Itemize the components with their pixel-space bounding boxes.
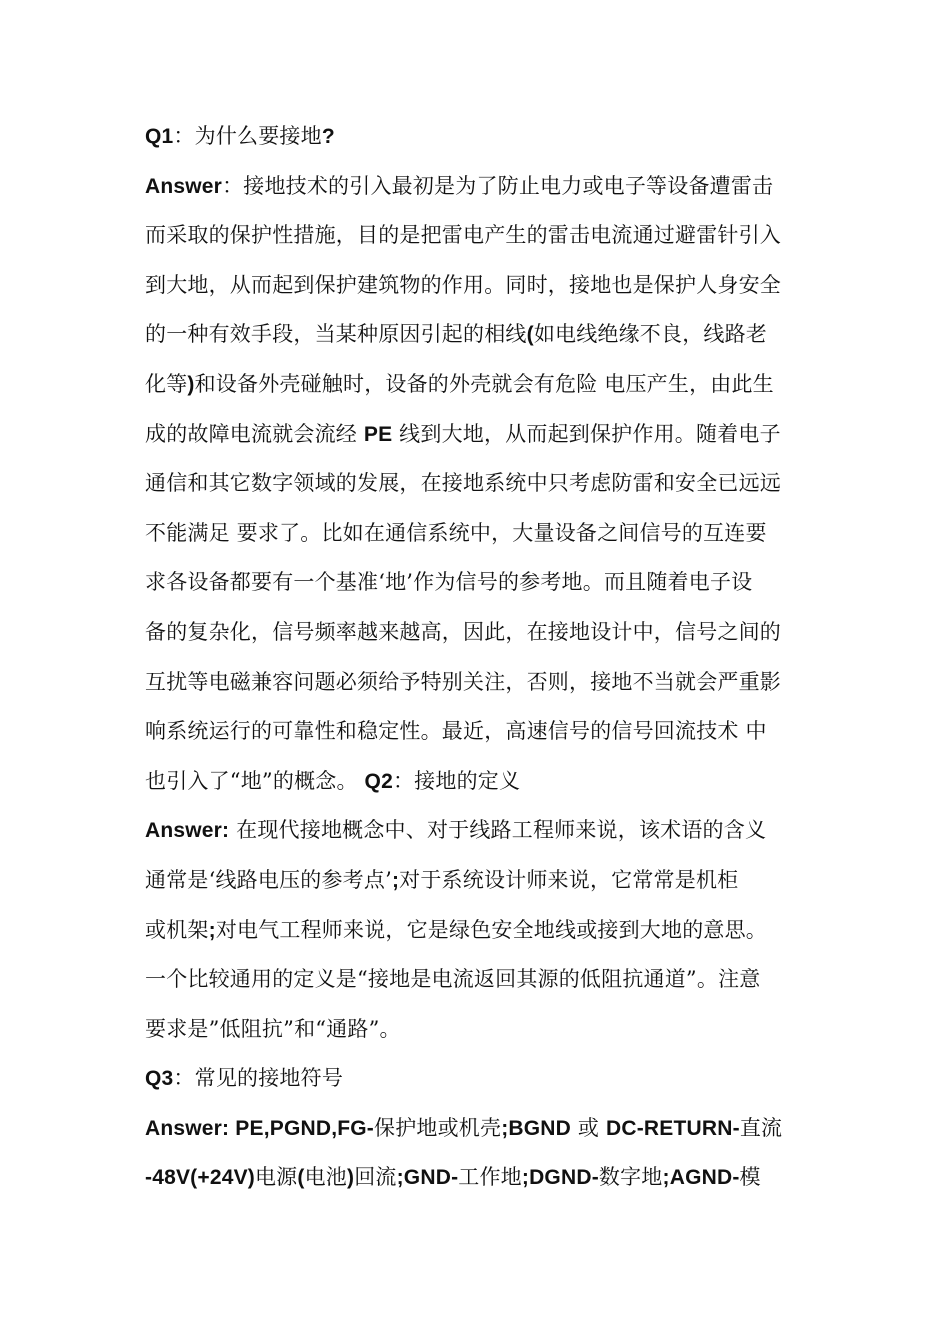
bold-text-run: ;GND- [396,1166,459,1190]
text-run: 和设备外壳碰触时，设备的外壳就会有危险 电压产生，由此生 [194,371,774,396]
text-line [145,162,810,212]
text-line [145,410,810,460]
text-run: ：常见的接地符号 [173,1066,344,1091]
bold-text-run: ( [297,1166,305,1190]
text-run: 或机架 [145,917,209,942]
bold-text-run: Q3 [145,1067,174,1091]
bold-text-run: ;AGND- [662,1166,740,1190]
document-page [145,112,810,1203]
text-run: 直流 [739,1115,783,1140]
text-run: 在现代接地概念中、对于线路工程师来说，该术语的含义 [229,818,767,843]
text-run: 通常是‘线路电压的参考点’ [145,867,392,892]
text-line [145,1054,810,1104]
text-run: 电源 [254,1165,298,1190]
text-line [145,658,810,708]
text-run: 电池 [304,1165,347,1190]
text-run: 一个比较通用的定义是“接地是电流返回其源的低阻抗通道”。注意 [145,967,761,992]
text-line [145,757,810,807]
text-line [145,558,810,608]
text-line [145,360,810,410]
text-run: 数字地 [598,1165,663,1190]
bold-text-run: DC-RETURN- [605,1116,740,1140]
text-line [145,112,810,162]
text-line [145,608,810,658]
text-line [145,1153,810,1203]
text-run: ：接地的定义 [392,768,521,793]
text-run: 回流 [354,1165,397,1190]
text-line [145,310,810,360]
bold-text-run: Answer: PE,PGND,FG- [145,1116,374,1140]
text-run: 对电气工程师来说，它是绿色安全地线或接到大地的意思。 [215,917,768,942]
bold-text-run: ( [526,323,534,347]
text-line [145,459,810,509]
text-run: 到大地，从而起到保护建筑物的作用。同时，接地也是保护人身安全 [145,272,781,297]
bold-text-run: PE [363,422,393,446]
bold-text-run: ) [187,372,195,396]
bold-text-run: Q1 [145,125,174,148]
text-line [145,906,810,956]
text-run: 备的复杂化，信号频率越来越高，因此，在接地设计中，信号之间的 [145,619,781,644]
text-line [145,211,810,261]
bold-text-run: ; [208,918,216,942]
text-run: 成的故障电流就会流经 [145,421,364,446]
text-line [145,955,810,1005]
text-run: ：为什么要接地 [173,124,322,148]
text-run: 不能满足 要求了。比如在通信系统中，大量设备之间信号的互连要 [145,520,767,545]
text-run: ：接地技术的引入最初是为了防止电力或电子等设备遭雷击 [222,173,774,198]
text-line [145,707,810,757]
text-line [145,856,810,906]
text-run: 求各设备都要有一个基准‘地’作为信号的参考地。而且随着电子设 [145,570,753,595]
text-run: 工作地 [458,1165,522,1190]
text-run: 而采取的保护性措施，目的是把雷电产生的雷击电流通过避雷针引入 [145,223,781,248]
text-run: 线到大地，从而起到保护作用。随着电子 [392,421,781,446]
text-run: 保护地或机壳 [374,1115,502,1140]
text-run: 也引入了“地”的概念。 [145,768,365,793]
text-line [145,509,810,559]
text-run: 响系统运行的可靠性和稳定性。最近，高速信号的信号回流技术 中 [145,719,767,744]
text-run: 要求是”低阻抗”和“通路”。 [145,1016,401,1041]
text-run: 化等 [145,371,188,396]
bold-text-run: Answer: [145,819,230,843]
text-run: 对于系统设计师来说，它常常是机柜 [399,867,739,892]
text-run: 的一种有效手段，当某种原因引起的相线 [145,322,527,347]
text-line [145,806,810,856]
bold-text-run: -48V(+24V) [145,1166,255,1190]
text-line [145,1104,810,1154]
text-line [145,261,810,311]
bold-text-run: ? [321,125,335,148]
bold-text-run: ; [391,868,400,892]
text-run: 通信和其它数字领域的发展，在接地系统中只考虑防雷和安全已远远 [145,471,781,496]
text-run: 或 [571,1115,606,1140]
bold-text-run: ) [347,1166,355,1190]
text-line [145,1005,810,1055]
text-run: 互扰等电磁兼容问题必须给予特别关注，否则，接地不当就会严重影 [145,669,781,694]
text-run: 模 [739,1165,761,1190]
bold-text-run: Answer [145,174,223,198]
text-run: 如电线绝缘不良，线路老 [533,322,768,347]
bold-text-run: ;DGND- [521,1166,599,1190]
bold-text-run: Q2 [364,769,393,793]
bold-text-run: ;BGND [501,1116,572,1140]
